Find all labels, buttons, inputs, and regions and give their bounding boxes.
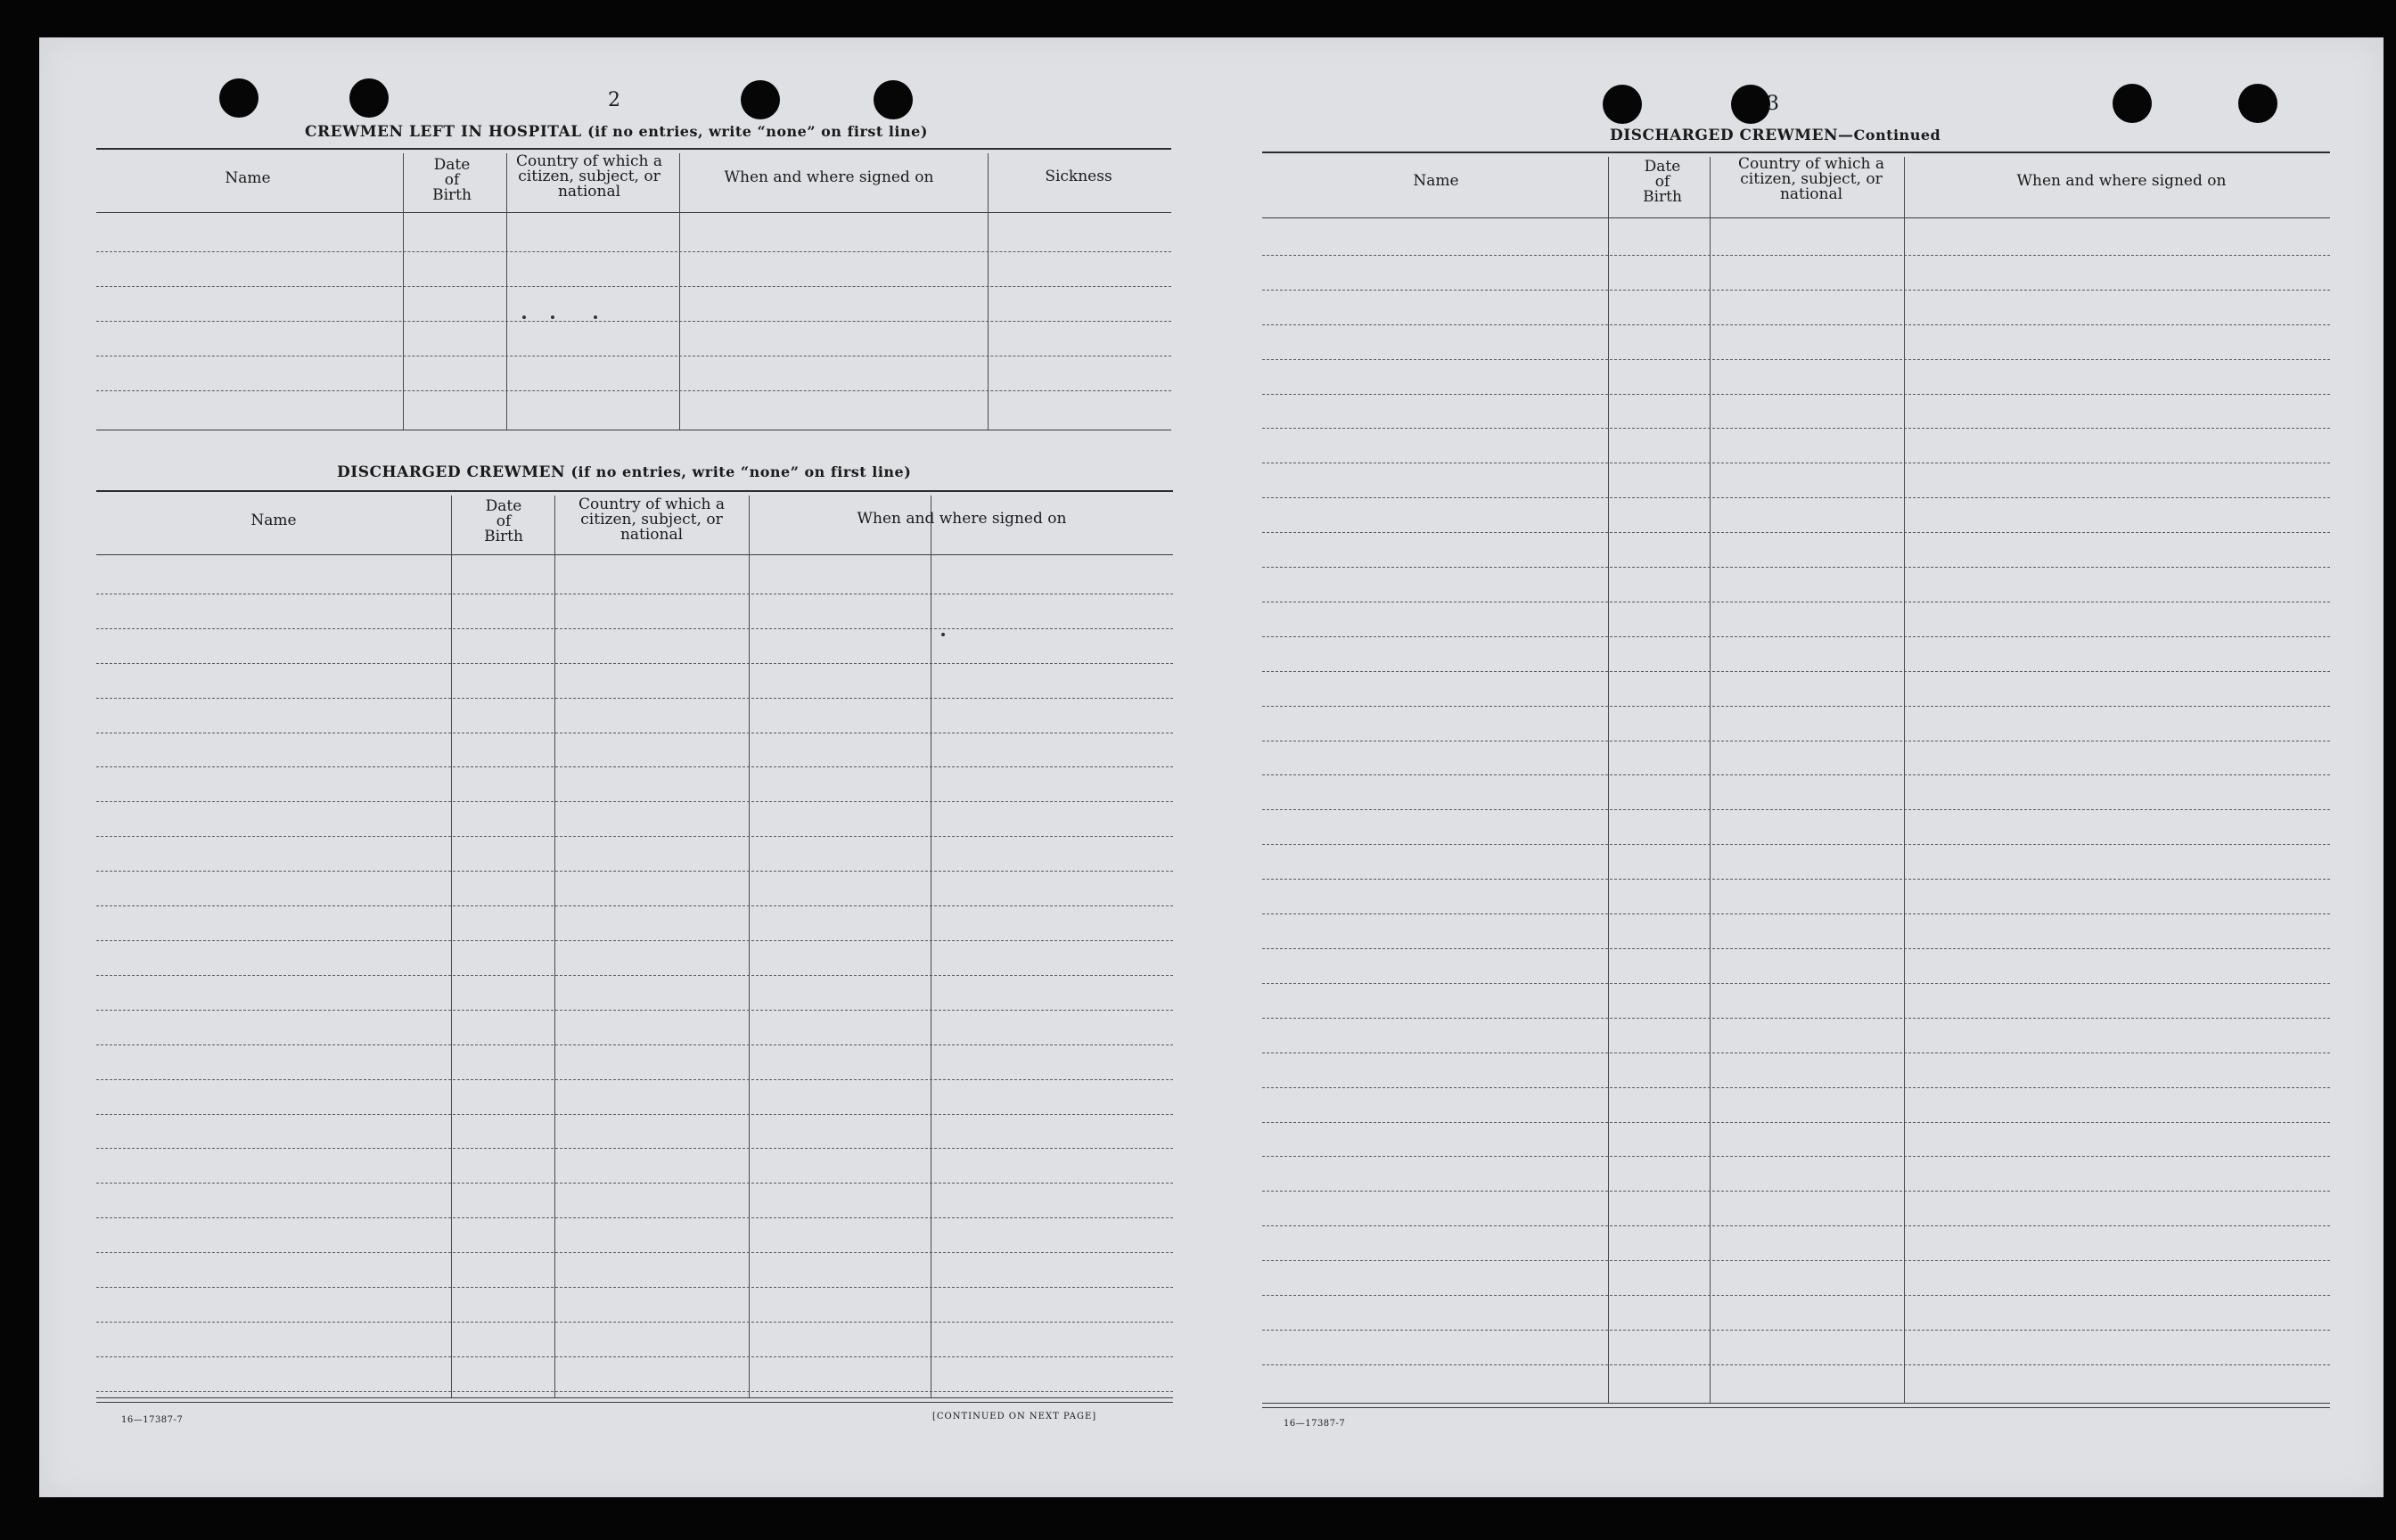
row-rule: [1262, 1225, 2330, 1226]
row-rule: [1262, 1191, 2330, 1192]
row-rule: [1262, 324, 2330, 325]
right-section-title: [1610, 127, 1941, 144]
row-rule: [1262, 1295, 2330, 1296]
row-rule: [96, 836, 1173, 837]
row-rule: [96, 1252, 1173, 1253]
row-rule: [96, 1356, 1173, 1357]
discharged-dob-line1: Date: [485, 496, 522, 515]
right-title-cont: Continued: [1853, 127, 1941, 143]
continued-note: [CONTINUED ON NEXT PAGE]: [932, 1412, 1097, 1421]
hospital-dob-line1: Date: [433, 155, 471, 174]
discharged-col-name: Name: [250, 512, 297, 529]
row-rule: [1262, 844, 2330, 845]
row-rule: [1262, 983, 2330, 984]
punch-hole: [2238, 84, 2277, 123]
row-rule: [96, 1044, 1173, 1045]
row-rule: [96, 905, 1173, 906]
hospital-dob-line2: of: [444, 170, 460, 189]
right-col-signed-on: When and where signed on: [2016, 172, 2227, 190]
table-bottom-rule: [96, 1402, 1173, 1403]
column-rule: [1608, 157, 1609, 1403]
row-rule: [1262, 1122, 2330, 1123]
row-rule: [96, 1148, 1173, 1149]
scan-speck: [522, 315, 526, 319]
row-rule: [1262, 1260, 2330, 1261]
row-rule: [96, 1010, 1173, 1011]
row-rule: [96, 390, 1171, 391]
header-bottom-rule: [96, 554, 1173, 555]
row-rule: [1262, 913, 2330, 914]
hospital-col-dob: [403, 153, 501, 207]
discharged-table-top-rule: [96, 490, 1173, 492]
row-rule: [1262, 497, 2330, 498]
hospital-title-note: (if no entries, write “none” on first line): [587, 123, 928, 140]
column-rule: [988, 153, 989, 430]
right-form-number: 16—17387-7: [1284, 1419, 1346, 1429]
row-rule: [96, 801, 1173, 802]
hospital-col-signed-on: When and where signed on: [724, 168, 934, 186]
discharged-section-title: [337, 463, 911, 481]
hospital-section-title: [305, 123, 928, 141]
row-rule: [1262, 879, 2330, 880]
hospital-col-name: Name: [225, 169, 271, 187]
row-rule: [1262, 394, 2330, 395]
scan-speck: [551, 315, 554, 319]
table-bottom-rule: [1262, 1403, 2330, 1404]
row-rule: [96, 871, 1173, 872]
hospital-title-main: CREWMEN LEFT IN HOSPITAL: [305, 123, 582, 141]
punch-hole: [1731, 85, 1770, 124]
column-rule: [679, 153, 680, 430]
row-rule: [96, 1114, 1173, 1115]
punch-hole: [741, 80, 780, 119]
row-rule: [96, 251, 1171, 252]
discharged-country-line3: national: [620, 525, 684, 544]
discharged-col-dob: [455, 496, 553, 547]
column-rule: [506, 153, 507, 430]
row-rule: [1262, 809, 2330, 810]
hospital-col-country: [505, 152, 674, 201]
discharged-col-signed-on: When and where signed on: [857, 510, 1067, 528]
row-rule: [1262, 1087, 2330, 1088]
discharged-dob-line2: of: [496, 512, 512, 530]
hospital-country-line2: citizen, subject, or: [518, 167, 661, 185]
right-country-line3: national: [1779, 184, 1843, 203]
right-col-name: Name: [1413, 172, 1459, 190]
punch-hole: [1603, 85, 1642, 124]
row-rule: [1262, 706, 2330, 707]
row-rule: [96, 1217, 1173, 1218]
hospital-table-top-rule: [96, 148, 1171, 150]
hospital-col-sickness: Sickness: [1045, 168, 1112, 185]
row-rule: [1262, 1364, 2330, 1365]
row-rule: [1262, 255, 2330, 256]
discharged-title-main: DISCHARGED CREWMEN: [337, 463, 566, 481]
row-rule: [1262, 948, 2330, 949]
hospital-country-line3: national: [557, 182, 621, 201]
column-rule: [1904, 157, 1905, 1403]
row-rule: [1262, 636, 2330, 637]
left-page-number: 2: [608, 89, 620, 111]
row-rule: [1262, 290, 2330, 291]
right-dob-line3: Birth: [1643, 187, 1682, 206]
discharged-country-line2: citizen, subject, or: [580, 510, 723, 528]
right-title-main: DISCHARGED CREWMEN—: [1610, 127, 1854, 144]
row-rule: [1262, 567, 2330, 568]
row-rule: [96, 321, 1171, 322]
row-rule: [96, 1183, 1173, 1184]
row-rule: [96, 975, 1173, 976]
table-bottom-rule: [96, 1397, 1173, 1398]
hospital-country-line1: Country of which a: [516, 152, 662, 170]
row-rule: [1262, 428, 2330, 429]
header-bottom-rule: [1262, 217, 2330, 218]
row-rule: [1262, 1156, 2330, 1157]
scan-speck: [941, 633, 945, 636]
scan-speck: [594, 315, 597, 319]
right-dob-line1: Date: [1644, 157, 1681, 176]
row-rule: [1262, 532, 2330, 533]
hospital-dob-line3: Birth: [432, 185, 472, 204]
right-col-country: [1713, 155, 1909, 203]
row-rule: [96, 628, 1173, 629]
right-country-line2: citizen, subject, or: [1740, 169, 1883, 188]
right-col-dob: [1613, 157, 1711, 207]
right-country-line1: Country of which a: [1738, 154, 1884, 173]
row-rule: [96, 940, 1173, 941]
column-rule: [1710, 157, 1711, 1403]
right-dob-line2: of: [1654, 172, 1670, 191]
punch-hole: [349, 78, 389, 118]
column-rule: [451, 496, 452, 1397]
row-rule: [96, 286, 1171, 287]
row-rule: [1262, 1018, 2330, 1019]
header-bottom-rule: [96, 212, 1171, 213]
punch-hole: [2113, 84, 2152, 123]
row-rule: [96, 1391, 1173, 1392]
row-rule: [96, 1079, 1173, 1080]
discharged-col-country: [556, 496, 747, 544]
row-rule: [1262, 359, 2330, 360]
row-rule: [96, 1322, 1173, 1323]
form-sheet: [39, 37, 2384, 1497]
right-page-number: 3: [1767, 93, 1779, 115]
column-rule: [554, 496, 555, 1397]
discharged-title-note: (if no entries, write “none” on first line): [570, 463, 912, 480]
column-rule: [403, 153, 404, 430]
right-table-top-rule: [1262, 152, 2330, 153]
row-rule: [96, 1287, 1173, 1288]
discharged-dob-line3: Birth: [484, 527, 523, 545]
row-rule: [96, 698, 1173, 699]
row-rule: [1262, 671, 2330, 672]
punch-hole: [874, 80, 913, 119]
row-rule: [1262, 1330, 2330, 1331]
row-rule: [96, 766, 1173, 767]
column-rule: [749, 496, 750, 1397]
left-form-number: 16—17387-7: [121, 1415, 184, 1425]
table-bottom-rule: [1262, 1407, 2330, 1408]
row-rule: [96, 663, 1173, 664]
discharged-country-line1: Country of which a: [578, 495, 725, 513]
row-rule: [1262, 774, 2330, 775]
punch-hole: [219, 78, 258, 118]
